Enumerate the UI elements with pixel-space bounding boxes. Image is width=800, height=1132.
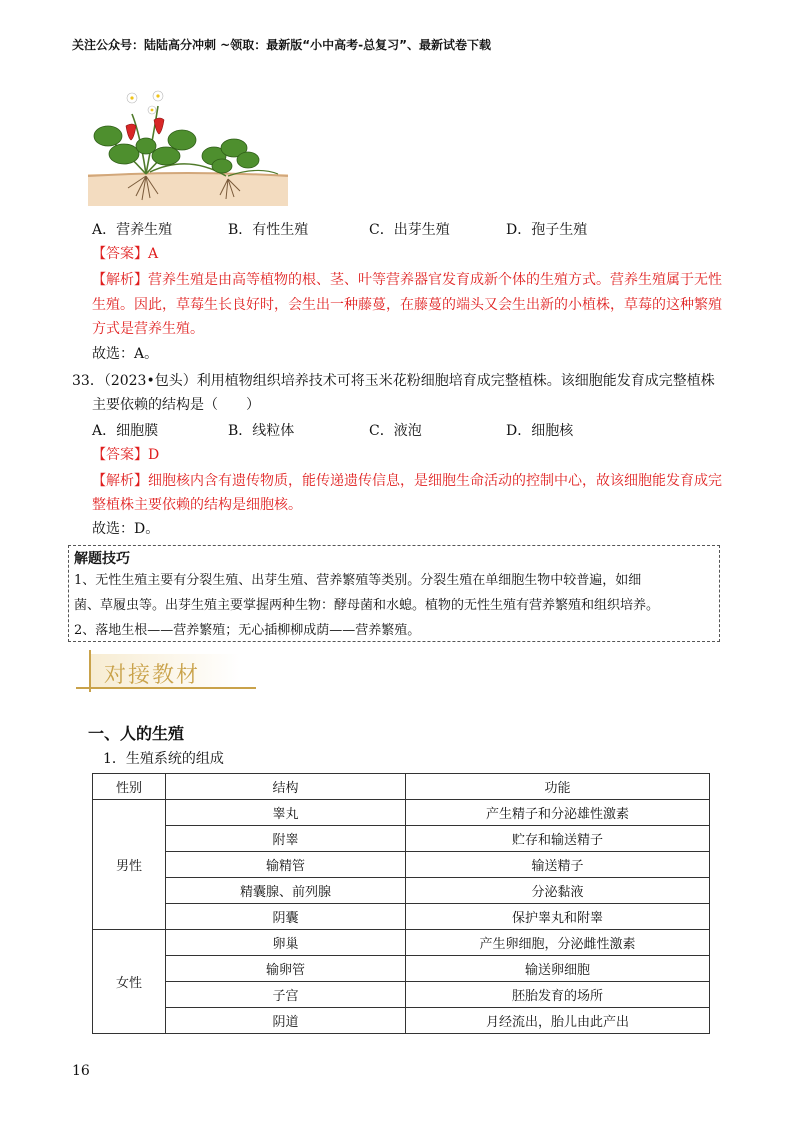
table-row — [93, 1008, 710, 1034]
q33-option-b: B．线粒体 — [228, 423, 295, 439]
analysis-tag: 【解析】 — [92, 473, 148, 489]
q32-analysis-line-2: 生殖。因此，草莓生长良好时，会生出一种藤蔓，在藤蔓的端头又会生出新的小植株，草莓的这种繁殖 — [92, 297, 722, 313]
structure-cell: 精囊腺、前列腺 — [166, 878, 406, 904]
q32-option-a: A．营养生殖 — [92, 222, 173, 238]
function-cell: 月经流出，胎儿由此产出 — [406, 1008, 710, 1034]
q33-option-d: D．细胞核 — [506, 423, 574, 439]
table-row — [93, 982, 710, 1008]
function-cell: 分泌黏液 — [406, 878, 710, 904]
female-label: 女性 — [93, 930, 166, 1034]
structure-cell: 子宫 — [166, 982, 406, 1008]
q33-option-a: A．细胞膜 — [92, 423, 159, 439]
table-row — [93, 930, 710, 956]
q33-conclusion: 故选：D。 — [92, 521, 160, 537]
section-title: 对接教材 — [104, 663, 201, 688]
leaves — [94, 126, 259, 173]
q32-option-b: B．有性生殖 — [228, 222, 309, 238]
function-cell: 输送卵细胞 — [406, 956, 710, 982]
structure-cell: 输卵管 — [166, 956, 406, 982]
tips-line-3: 2、落地生根——营养繁殖；无心插柳柳成荫——营养繁殖。 — [74, 623, 421, 638]
q32-analysis-line-1: 【解析】营养生殖是由高等植物的根、茎、叶等营养器官发育成新个体的生殖方式。营养生殖属于无性 — [92, 272, 722, 288]
function-cell: 胚胎发育的场所 — [406, 982, 710, 1008]
reproductive-system-table — [92, 773, 710, 1034]
header-function: 功能 — [406, 774, 710, 800]
male-label: 男性 — [93, 800, 166, 930]
soil — [88, 174, 288, 206]
q33-stem-line-2: 主要依赖的结构是（ ） — [92, 397, 260, 413]
table-row — [93, 826, 710, 852]
q32-option-d: D．孢子生殖 — [506, 222, 588, 238]
page-number: 16 — [72, 1063, 90, 1079]
q33-option-c: C．液泡 — [369, 423, 422, 439]
table-header-row — [93, 774, 710, 800]
structure-cell: 阴道 — [166, 1008, 406, 1034]
function-cell: 产生卵细胞，分泌雌性激素 — [406, 930, 710, 956]
q32-analysis-line-3: 方式是营养生殖。 — [92, 321, 204, 337]
q32-answer: 【答案】A — [92, 246, 159, 262]
structure-cell: 卵巢 — [166, 930, 406, 956]
table-row — [93, 878, 710, 904]
section-heading: 一、人的生殖 — [88, 724, 185, 743]
q32-option-c: C．出芽生殖 — [369, 222, 450, 238]
structure-cell: 阴囊 — [166, 904, 406, 930]
q33-analysis-line-1: 【解析】细胞核内含有遗传物质，能传递遗传信息，是细胞生命活动的控制中心，故该细胞能发育成完 — [92, 473, 722, 489]
q32-conclusion: 故选：A。 — [92, 346, 159, 362]
structure-cell: 睾丸 — [166, 800, 406, 826]
function-cell: 保护睾丸和附睾 — [406, 904, 710, 930]
function-cell: 产生精子和分泌雄性激素 — [406, 800, 710, 826]
strawberry-runner-illustration — [88, 84, 288, 206]
header-sex: 性别 — [93, 774, 166, 800]
table-row — [93, 852, 710, 878]
table-row — [93, 956, 710, 982]
tips-line-2: 菌、草履虫等。出芽生殖主要掌握两种生物：酵母菌和水螅。植物的无性生殖有营养繁殖和组织培养。 — [74, 598, 660, 613]
structure-cell: 附睾 — [166, 826, 406, 852]
q33-analysis-line-2: 整植株主要依赖的结构是细胞核。 — [92, 497, 302, 513]
tips-line-1: 1、无性生殖主要有分裂生殖、出芽生殖、营养繁殖等类别。分裂生殖在单细胞生物中较普遍，如细 — [74, 573, 642, 588]
header-structure: 结构 — [166, 774, 406, 800]
q33-answer: 【答案】D — [92, 447, 160, 463]
analysis-tag: 【解析】 — [92, 272, 148, 288]
section-subheading: 1．生殖系统的组成 — [103, 751, 224, 767]
strawberries — [126, 118, 164, 140]
table-row — [93, 904, 710, 930]
q33-stem-line-1: 33．（2023•包头）利用植物组织培养技术可将玉米花粉细胞培育成完整植株。该细胞能发育成完整植株 — [72, 373, 715, 389]
tips-title: 解题技巧 — [74, 551, 130, 567]
structure-cell: 输精管 — [166, 852, 406, 878]
page-header: 关注公众号：陆陆高分冲刺 ~领取：最新版“小中高考-总复习”、最新试卷下载 — [72, 38, 491, 52]
function-cell: 输送精子 — [406, 852, 710, 878]
function-cell: 贮存和输送精子 — [406, 826, 710, 852]
table-row — [93, 800, 710, 826]
